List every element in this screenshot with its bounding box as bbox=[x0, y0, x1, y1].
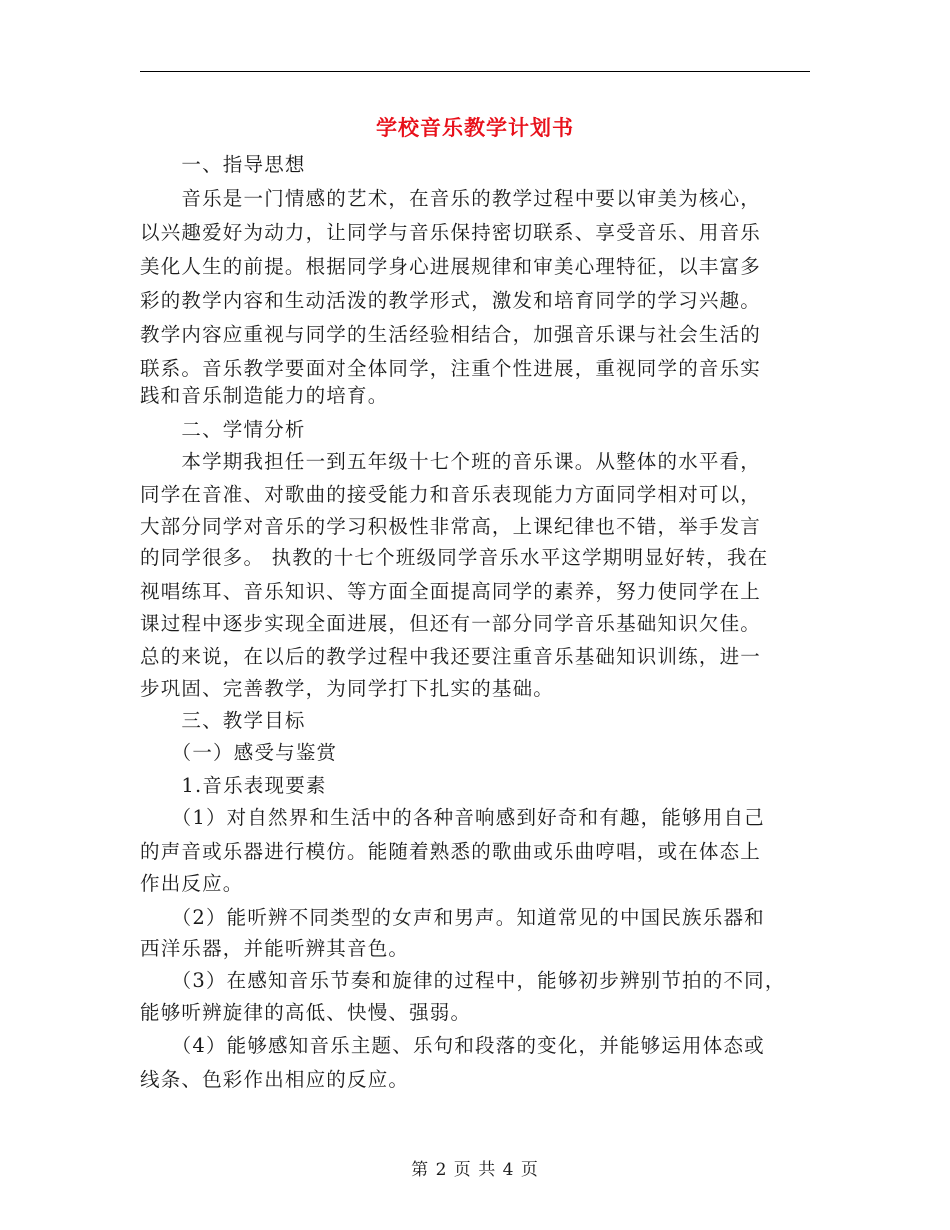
paragraph-line: 以兴趣爱好为动力，让同学与音乐保持密切联系、享受音乐、用音乐 bbox=[140, 221, 762, 244]
paragraph-line: 本学期我担任一到五年级十七个班的音乐课。从整体的水平看， bbox=[140, 450, 762, 473]
paragraph-line: 作出反应。 bbox=[140, 872, 244, 895]
paragraph-line: （2）能听辨不同类型的女声和男声。知道常见的中国民族乐器和 bbox=[140, 906, 765, 929]
paragraph-line: 西洋乐器，并能听辨其音色。 bbox=[140, 937, 410, 960]
section-heading: 一、指导思想 bbox=[140, 153, 306, 176]
section-heading: 二、学情分析 bbox=[140, 418, 306, 441]
paragraph-line: 践和音乐制造能力的培育。 bbox=[140, 384, 389, 407]
subsection-heading: 1.音乐表现要素 bbox=[140, 774, 327, 797]
paragraph-line: 的同学很多。 执教的十七个班级同学音乐水平这学期明显好转，我在 bbox=[140, 546, 769, 569]
page-footer: 第 2 页 共 4 页 bbox=[411, 1160, 539, 1180]
paragraph-line: 美化人生的前提。根据同学身心进展规律和审美心理特征，以丰富多 bbox=[140, 255, 762, 278]
paragraph-line: 课过程中逐步实现全面进展，但还有一部分同学音乐基础知识欠佳。 bbox=[140, 612, 762, 635]
paragraph-line: 的声音或乐器进行模仿。能随着熟悉的歌曲或乐曲哼唱，或在体态上 bbox=[140, 840, 762, 863]
paragraph-line: 彩的教学内容和生动活泼的教学形式，激发和培育同学的学习兴趣。 bbox=[140, 289, 762, 312]
paragraph-line: 大部分同学对音乐的学习积极性非常高，上课纪律也不错，举手发言 bbox=[140, 515, 762, 538]
paragraph-line: 总的来说，在以后的教学过程中我还要注重音乐基础知识训练，进一 bbox=[140, 645, 762, 668]
subsection-heading: （一）感受与鉴赏 bbox=[140, 741, 338, 764]
document-title: 学校音乐教学计划书 bbox=[376, 115, 574, 140]
header-rule bbox=[140, 71, 810, 72]
paragraph-line: 步巩固、完善教学，为同学打下扎实的基础。 bbox=[140, 677, 555, 700]
paragraph-line: 联系。音乐教学要面对全体同学，注重个性进展，重视同学的音乐实 bbox=[140, 357, 762, 380]
paragraph-line: 能够听辨旋律的高低、快慢、强弱。 bbox=[140, 1001, 472, 1024]
paragraph-line: 同学在音准、对歌曲的接受能力和音乐表现能力方面同学相对可以， bbox=[140, 483, 762, 506]
paragraph-line: 教学内容应重视与同学的生活经验相结合，加强音乐课与社会生活的 bbox=[140, 323, 762, 346]
paragraph-line: 音乐是一门情感的艺术，在音乐的教学过程中要以审美为核心， bbox=[140, 187, 762, 210]
paragraph-line: （1）对自然界和生活中的各种音响感到好奇和有趣，能够用自己 bbox=[140, 806, 765, 829]
paragraph-line: （3）在感知音乐节奏和旋律的过程中，能够初步辨别节拍的不同， bbox=[140, 969, 786, 992]
paragraph-line: 视唱练耳、音乐知识、等方面全面提高同学的素养，努力使同学在上 bbox=[140, 580, 762, 603]
paragraph-line: 线条、色彩作出相应的反应。 bbox=[140, 1068, 410, 1091]
section-heading: 三、教学目标 bbox=[140, 709, 306, 732]
paragraph-line: （4）能够感知音乐主题、乐句和段落的变化，并能够运用体态或 bbox=[140, 1034, 765, 1057]
